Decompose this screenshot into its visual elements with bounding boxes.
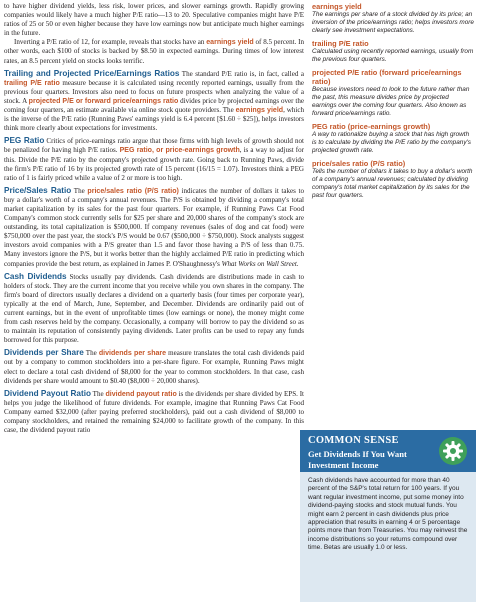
section-trailing-projected-pe: Trailing and Projected Price/Earnings Ratios The standard P/E ratio is, in fact, called a trailing P/E ratio measure because it is calculated using recently reported earnings, usually from the previous four quarters. Investors also need to focus on future prospects when analyzing the value of a stock. A projected P/E or forward price/earnings ratio divides price by projected earnings over the coming four quarters, an estimate available via online stock quote providers. The earnings yield, which is the inverse of the P/E ratio (Running Paws' earnings yield is 6.4 percent [$1.60 ÷ $25]), helps investors think more clearly about expectations for investments. xyxy=(4,68,305,133)
key-term: PEG ratio, or price-earnings growth xyxy=(119,147,240,155)
glossary-entry xyxy=(312,2,474,35)
paragraph-earnings-yield: Inverting a P/E ratio of 12, for example, reveals that stocks have an earnings yield of 8.5 percent. In other words, each $100 of stocks is backed by $8.50 in expected earnings. During times of low interest rates, an 8.5 percent yield on stocks looks terrific. xyxy=(4,38,305,65)
glossary-term: projected P/E ratio (forward price/earnings ratio) xyxy=(312,68,462,86)
common-sense-body: Cash dividends have accounted for more than 40 percent of the S&P's total return for 100 years. If you want regular investment income, put some money into dividend-paying stocks and stock mutual funds. You might earn 2 percent in cash dividends plus price appreciation that results in earning 4 or 5 percentage points more than from Treasuries. You may reinvest the income distributions so your returns compound over time. Betas are usually 1.0 or less. xyxy=(308,477,468,552)
glossary-entry xyxy=(312,122,474,155)
glossary-definition: Tells the number of dollars it takes to buy a dollar's worth of a company's annual revenues; calculated by dividing company's total market capitalization by its sales for the past four quarters. xyxy=(312,168,473,199)
common-sense-label: COMMON SENSE xyxy=(308,435,399,446)
section-heading: Dividends per Share xyxy=(4,348,84,358)
glossary-term: price/sales ratio (P/S ratio) xyxy=(312,159,406,168)
section-peg-ratio: PEG Ratio Critics of price-earnings ratio argue that those firms with high levels of growth should not be penalized for having high P/E ratios. PEG ratio, or price-earnings growth, is a way to adjust for this. Divide the P/E ratio by the company's projected growth rate. Going back to Running Paws, divide the firm's P/E ratio of 16 by its projected growth rate of 15 percent (16/15 = 1.07). Investors think a PEG ratio of 1 is fairly priced while a value of 2 or more is too high. xyxy=(4,136,304,182)
section-dividend-payout-ratio: Dividend Payout Ratio The dividend payout ratio is the dividends per share divided by EPS. It helps you judge the likelihood of future dividends. For example, imagine that Running Paws Cat Food Company earned $32,000 (after paying preferred stockholders), paid out a cash dividend of $8,000 to company stockholders, and retained the remaining $24,000 to facilitate growth of the company. In this case, the dividend payout ratio xyxy=(4,388,305,435)
glossary-entry xyxy=(312,159,474,200)
section-heading: Trailing and Projected Price/Earnings Ratios xyxy=(4,68,180,78)
glossary-entry xyxy=(312,68,474,118)
glossary-definition: The earnings per share of a stock divided by its price; an inversion of the price/earnings ratio; helps investors more clearly see investment expectations. xyxy=(312,11,474,34)
glossary-definition: Because investors need to look to the future rather than the past, this measure divides price by projected earnings over the coming four quarters. Also known as forward price/earnings ratio. xyxy=(312,86,470,117)
key-term: trailing P/E ratio xyxy=(4,79,60,87)
key-term: earnings yield xyxy=(206,39,254,47)
glossary-definition: A way to rationalize buying a stock that has high growth is to calculate by dividing the P/E ratio by the company's projected growth rate. xyxy=(312,131,471,154)
key-term: projected P/E or forward price/earnings ratio xyxy=(28,97,179,105)
common-sense-box xyxy=(300,430,476,602)
key-term: dividends per share xyxy=(98,350,167,358)
section-heading: PEG Ratio xyxy=(4,136,45,146)
glossary-definition: Calculated using recently reported earnings, usually from the previous four quarters. xyxy=(312,48,474,63)
book-title: What Works on Wall Street xyxy=(221,259,297,268)
glossary-term: PEG ratio (price-earnings growth) xyxy=(312,122,431,131)
section-heading: Dividend Payout Ratio xyxy=(4,388,91,398)
glossary-entry xyxy=(312,39,474,64)
section-heading: Cash Dividends xyxy=(4,271,67,281)
glossary-term: earnings yield xyxy=(312,2,362,11)
common-sense-title: Get Dividends If You Want Investment Income xyxy=(308,449,407,470)
section-cash-dividends: Cash Dividends Stocks usually pay dividends. Cash dividends are distributions made in cash to holders of stock. They are the current income that you receive while you own shares in the company. The firm's board of directors usually declares a dividend on a quarterly basis (four times per corporate year), typically at the end of March, June, September, and December. Dividends are ordinarily paid out of current earnings, but in the event of unprofitable times (low earnings or none), the money might come from cash reserves held by the company. Occasionally, a company will borrow to pay the dividend so as to maintain its reputation of consistently paying dividends. Later profits can be used to repay any funds borrowed for this purpose. xyxy=(4,271,304,345)
glossary-margin xyxy=(312,2,474,204)
key-term: earnings yield xyxy=(235,107,284,115)
paragraph-pe-intro: to have higher dividend yields, less risk, lower prices, and slower earnings growth. Rapidly growing companies would likely have a much higher P/E ratio—13 to 20. Speculative companies might have P/E ratios of 25 or 50 or even higher because they have low earnings now but anticipate much higher earnings in the future. xyxy=(4,2,304,38)
section-price-sales-ratio: Price/Sales Ratio The price/sales ratio (P/S ratio) indicates the number of dollars it takes to buy a dollar's worth of a company's annual revenues. The P/S is obtained by dividing a company's total market capitalization by its sales for the past four quarters. For example, if Running Paws Cat Food Company's common stock currently sells for $25 per share and 20,000 shares of the company's stock are outstanding, its total capitalization is $500,000. If company revenues (sales of dog and cat food) were $750,000 over the past year, the stock's P/S would be 0.67 ($500,000 ÷ $750,000). Stock analysts suggest investors avoid companies with a P/S greater than 1.5 and favor those having a P/S of less than 0.75. Many investors ignore the P/S, but it works better than the highly acclaimed P/E ratio in predicting which companies provide the best return, as explained in James P. O'Shaughnessy's What Works on Wall Street. xyxy=(4,185,304,268)
gear-icon xyxy=(438,436,468,466)
common-sense-header xyxy=(300,430,476,472)
section-heading: Price/Sales Ratio xyxy=(4,185,72,195)
key-term: price/sales ratio (P/S ratio) xyxy=(87,187,179,195)
section-dividends-per-share: Dividends per Share The dividends per share measure translates the total cash dividends paid out by a company to common stockholders into a per-share figure. For example, Running Paws might elect to declare a total cash dividend of $8,000 for the year to common stockholders. In that case, cash dividends per share would amount to $0.40 ($8,000 ÷ 20,000 shares). xyxy=(4,348,304,385)
main-text-column xyxy=(4,2,304,435)
glossary-term: trailing P/E ratio xyxy=(312,39,369,48)
key-term: dividend payout ratio xyxy=(105,390,177,398)
